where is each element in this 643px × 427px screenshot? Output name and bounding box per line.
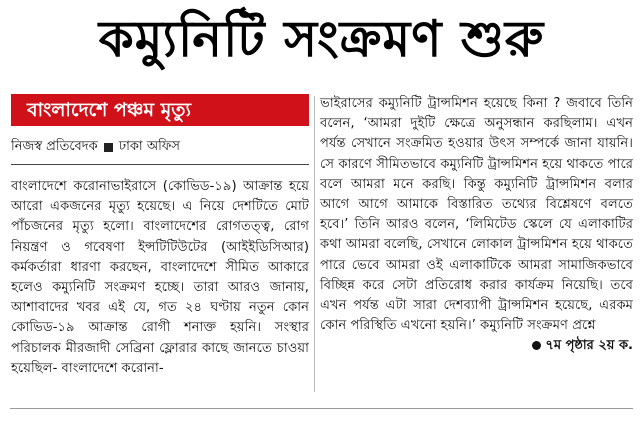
article-body-left: বাংলাদেশে করোনাভাইরাসে (কোভিড-১৯) আক্রান্ত হয়ে আরো একজনের মৃত্যু হয়েছে। এ নিয়ে দেশটিতে মোট পাঁচজনের মৃত্যু হলো। বাংলাদেশের রোগতত্ত্ব, রোগ নিয়ন্ত্রণ ও গবেষণা ইন্সটিটিউটের (আইইডিসিআর) কর্মকর্তারা ধারণা করছেন, বাংলাদেশে সীমিত আকারে হলেও কম্যুনিটি সংক্রমণ হচ্ছে। তারা আরও জানায়, আশাবাদের খবর এই যে, গত ২৪ ঘণ্টায় নতুন কোন কোভিড-১৯ আক্রান্ত রোগী শনাক্ত হয়নি। সংস্থার পরিচালক মীরজাদী সেব্রিনা ফ্লোরার কাছে জানতে চাওয়া হয়েছিল- বাংলাদেশে করোনা- <box>11 179 309 376</box>
left-column <box>11 94 309 379</box>
column-divider <box>314 96 315 392</box>
right-column <box>320 94 633 356</box>
byline-location: ঢাকা অফিস <box>118 139 180 154</box>
article-body-right: ভাইরাসের কম্যুনিটি ট্রান্সমিশন হয়েছে কিনা ? জবাবে তিনি বলেন, ‘আমরা দুইটি ক্ষেত্রে অনুসন্ধান করছিলাম। এখন পর্যন্ত সেখানে সংক্রমিত হওয়ার উৎস সম্পর্কে জানা যায়নি। সে কারণে সীমিতভাবে কম্যুনিটি ট্রান্সমিশন হয়ে থাকতে পারে বলে আমরা মনে করছি। কিন্তু কম্যুনিটি ট্রান্সমিশন বলার আগে আগে আমাকে বিস্তারিত তথ্যের বিশ্লেষণে বলতে হবে।’ তিনি আরও বলেন, ‘লিমিটেড স্কেলে যে এলাকাটির কথা আমরা বলেছি, সেখানে লোকাল ট্রান্সমিশন হয়ে থাকতে পারে ভেবে আমরা ওই এলাকাটিকে আমরা সামাজিকভাবে বিচ্ছিন্ন করে সেটা প্রতিরোধ করার কার্যক্রম নিয়েছি। তবে এখন পর্যন্ত এটা সারা দেশব্যাপী ট্রান্সমিশন হয়েছে, এরকম কোন পরিস্থিতি এখনো হয়নি।’ কম্যুনিটি সংক্রমণ প্রশ্নে <box>320 96 633 334</box>
headline: কম্যুনিটি সংক্রমণ শুরু <box>98 8 545 68</box>
bullet-icon <box>532 341 541 350</box>
byline <box>11 132 309 165</box>
continuation-text: ৭ম পৃষ্ঠার ২য় ক. <box>545 338 633 354</box>
bottom-divider <box>10 408 633 409</box>
square-bullet-icon <box>104 143 113 152</box>
sub-headline-banner: বাংলাদেশে পঞ্চম মৃত্যু <box>11 94 309 126</box>
byline-reporter: নিজস্ব প্রতিবেদক <box>11 139 98 154</box>
continuation-reference <box>320 336 633 356</box>
